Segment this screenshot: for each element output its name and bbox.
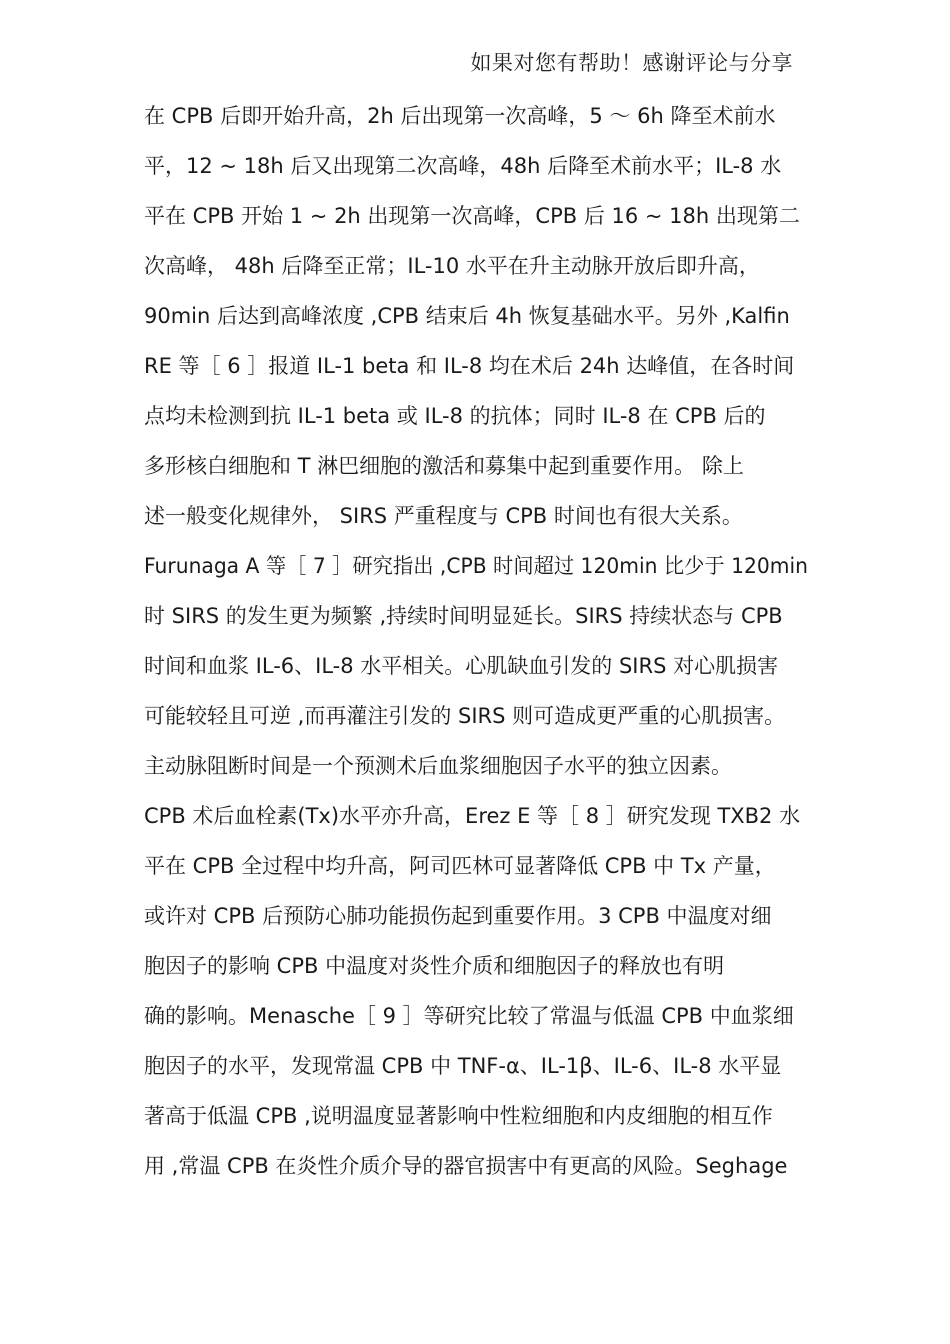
header-note: 如果对您有帮助！感谢评论与分享 bbox=[470, 51, 793, 75]
text-line: 在 CPB 后即开始升高，2h 后出现第一次高峰，5 ～ 6h 降至术前水 bbox=[144, 104, 776, 128]
text-line: 用 ,常温 CPB 在炎性介质介导的器官损害中有更高的风险。Seghage bbox=[144, 1154, 788, 1178]
text-line: 平在 CPB 全过程中均升高，阿司匹林可显著降低 CPB 中 Tx 产量， bbox=[144, 854, 776, 878]
text-line: 胞因子的影响 CPB 中温度对炎性介质和细胞因子的释放也有明 bbox=[144, 954, 725, 978]
body-text bbox=[144, 98, 808, 1198]
text-line: 胞因子的水平，发现常温 CPB 中 TNF-α、IL-1β、IL-6、IL-8 水平显 bbox=[144, 1054, 782, 1078]
text-line: 可能较轻且可逆 ,而再灌注引发的 SIRS 则可造成更严重的心肌损害。 bbox=[144, 704, 786, 728]
text-line: CPB 术后血栓素(Tx)水平亦升高，Erez E 等［ 8 ］研究发现 TXB2 水 bbox=[144, 804, 801, 828]
text-line: 点均未检测到抗 IL-1 beta 或 IL-8 的抗体；同时 IL-8 在 CPB 后的 bbox=[144, 404, 766, 428]
text-line: 90min 后达到高峰浓度 ,CPB 结束后 4h 恢复基础水平。另外 ,Kalfin bbox=[144, 304, 790, 328]
text-line: 次高峰， 48h 后降至正常；IL-10 水平在升主动脉开放后即升高， bbox=[144, 254, 760, 278]
text-line: RE 等［ 6 ］报道 IL-1 beta 和 IL-8 均在术后 24h 达峰值，在各时间 bbox=[144, 354, 795, 378]
text-line: 著高于低温 CPB ,说明温度显著影响中性粒细胞和内皮细胞的相互作 bbox=[144, 1104, 773, 1128]
text-line: 时间和血浆 IL-6、IL-8 水平相关。心肌缺血引发的 SIRS 对心肌损害 bbox=[144, 654, 779, 678]
text-line: 平，12 ~ 18h 后又出现第二次高峰，48h 后降至术前水平；IL-8 水 bbox=[144, 154, 782, 178]
text-line: 多形核白细胞和 T 淋巴细胞的激活和募集中起到重要作用。 除上 bbox=[144, 454, 744, 478]
text-line: 确的影响。Menasche［ 9 ］等研究比较了常温与低温 CPB 中血浆细 bbox=[144, 1004, 794, 1028]
text-line: 时 SIRS 的发生更为频繁 ,持续时间明显延长。SIRS 持续状态与 CPB bbox=[144, 604, 783, 628]
text-line: 述一般变化规律外， SIRS 严重程度与 CPB 时间也有很大关系。 bbox=[144, 504, 743, 528]
text-line: Furunaga A 等［ 7 ］研究指出 ,CPB 时间超过 120min 比少于 120min bbox=[144, 554, 808, 578]
text-line: 或许对 CPB 后预防心肺功能损伤起到重要作用。3 CPB 中温度对细 bbox=[144, 904, 772, 928]
text-line: 平在 CPB 开始 1 ~ 2h 出现第一次高峰，CPB 后 16 ~ 18h 出现第二 bbox=[144, 204, 800, 228]
text-line: 主动脉阻断时间是一个预测术后血浆细胞因子水平的独立因素。 bbox=[144, 754, 732, 778]
